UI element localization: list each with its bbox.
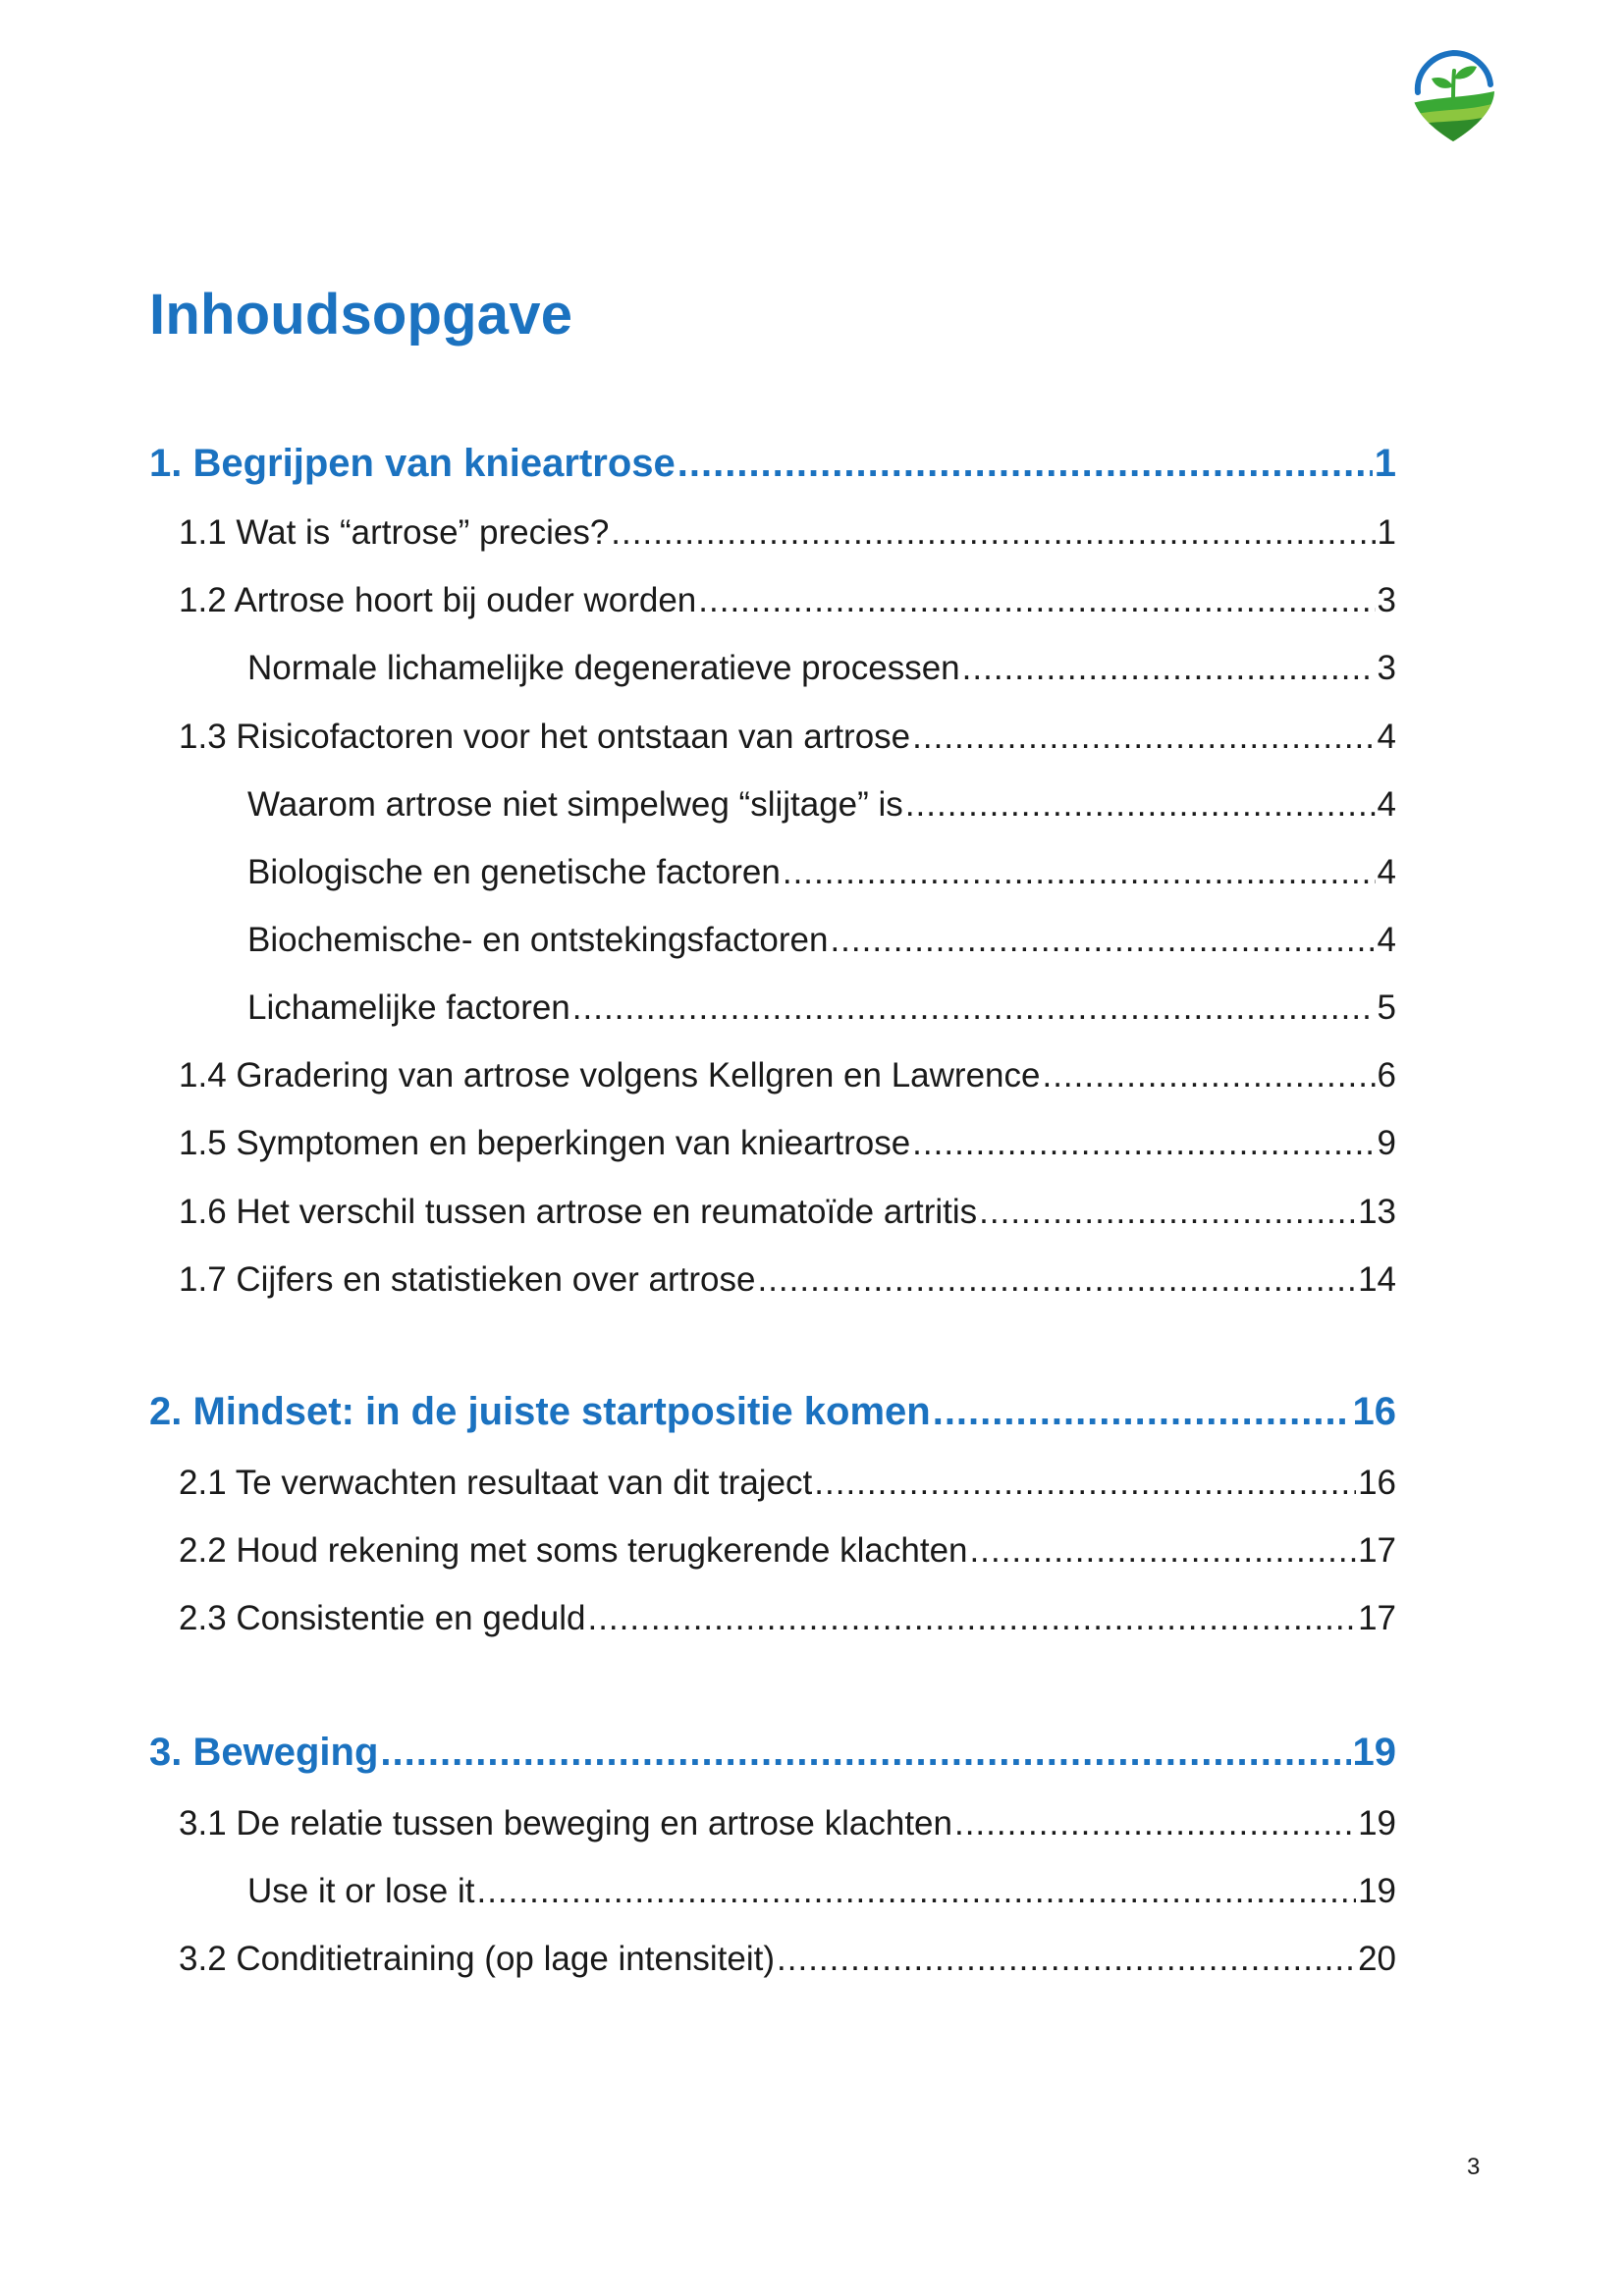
toc-entry-label: 3.1 De relatie tussen beweging en artrose klachten [179, 1804, 952, 1842]
toc-entry-page: 17 [1358, 1599, 1396, 1637]
toc-entry-page: 3 [1377, 649, 1396, 687]
toc-entry-label: Use it or lose it [247, 1872, 475, 1910]
toc-leader-dots [962, 645, 1376, 692]
page-number: 3 [1467, 2154, 1481, 2180]
toc-entry-1-5[interactable] [179, 1120, 1396, 1167]
toc-entry-page: 5 [1377, 988, 1396, 1027]
toc-entry-label: 1.6 Het verschil tussen artrose en reumatoïde artritis [179, 1193, 978, 1231]
toc-entry-1-7[interactable] [179, 1256, 1396, 1304]
toc-leader-dots [587, 1595, 1356, 1642]
toc-entry-page: 4 [1377, 853, 1396, 891]
toc-entry-label: 2. Mindset: in de juiste startpositie komen [149, 1390, 931, 1433]
toc-leader-dots [777, 1936, 1356, 1983]
toc-entry-page: 4 [1377, 921, 1396, 959]
toc-entry-1-4[interactable] [179, 1052, 1396, 1099]
toc-entry-label: 1.2 Artrose hoort bij ouder worden [179, 581, 697, 619]
toc-entry-page: 1 [1374, 442, 1396, 485]
toc-entry-page: 16 [1352, 1390, 1396, 1433]
toc-entry-label: 2.3 Consistentie en geduld [179, 1599, 586, 1637]
toc-entry-label: 1. Begrijpen van knieartrose [149, 442, 676, 485]
toc-leader-dots [814, 1460, 1356, 1507]
toc-entry-2-2[interactable] [179, 1527, 1396, 1575]
toc-entry-1-2-sub-1[interactable] [247, 645, 1396, 692]
toc-entry-label: 1.7 Cijfers en statistieken over artrose [179, 1260, 756, 1299]
toc-entry-label: 1.1 Wat is “artrose” precies? [179, 513, 610, 552]
toc-entry-label: Biochemische- en ontstekingsfactoren [247, 921, 829, 959]
toc-leader-dots [912, 1120, 1375, 1167]
toc-leader-dots [757, 1256, 1356, 1304]
toc-entry-page: 20 [1358, 1940, 1396, 1978]
toc-entry-1-6[interactable] [179, 1189, 1396, 1236]
toc-leader-dots [476, 1868, 1356, 1915]
toc-entry-page: 4 [1377, 718, 1396, 756]
toc-leader-dots [783, 849, 1376, 896]
toc-entry-label: Lichamelijke factoren [247, 988, 570, 1027]
toc-leader-dots [611, 509, 1375, 557]
toc-entry-label: Biologische en genetische factoren [247, 853, 781, 891]
toc-entry-label: 1.5 Symptomen en beperkingen van knieartrose [179, 1124, 911, 1162]
toc-leader-dots [677, 440, 1373, 487]
toc-entry-page: 3 [1377, 581, 1396, 619]
toc-entry-page: 9 [1377, 1124, 1396, 1162]
toc-entry-1-3-sub-1[interactable] [247, 781, 1396, 828]
toc-entry-page: 16 [1358, 1464, 1396, 1502]
toc-entry-page: 19 [1352, 1731, 1396, 1774]
toc-entry-label: 1.4 Gradering van artrose volgens Kellgren en Lawrence [179, 1056, 1041, 1095]
toc-leader-dots [572, 985, 1376, 1032]
toc-entry-1-2[interactable] [179, 577, 1396, 624]
toc-entry-chapter-2[interactable] [149, 1388, 1396, 1435]
toc-leader-dots [954, 1800, 1356, 1847]
toc-leader-dots [698, 577, 1375, 624]
toc-leader-dots [979, 1189, 1356, 1236]
toc-entry-1-3-sub-2[interactable] [247, 849, 1396, 896]
toc-entry-1-3-sub-4[interactable] [247, 985, 1396, 1032]
toc-leader-dots [830, 917, 1375, 964]
toc-entry-3-1-sub-1[interactable] [247, 1868, 1396, 1915]
toc-leader-dots [1042, 1052, 1375, 1099]
toc-entry-label: Normale lichamelijke degeneratieve processen [247, 649, 960, 687]
toc-entry-page: 14 [1358, 1260, 1396, 1299]
toc-entry-page: 6 [1377, 1056, 1396, 1095]
toc-entry-label: Waarom artrose niet simpelweg “slijtage” is [247, 785, 903, 824]
toc-entry-chapter-1[interactable] [149, 440, 1396, 487]
toc-leader-dots [912, 714, 1375, 761]
toc-entry-1-1[interactable] [179, 509, 1396, 557]
toc-leader-dots [380, 1729, 1350, 1776]
toc-entry-1-3-sub-3[interactable] [247, 917, 1396, 964]
toc-entry-page: 17 [1358, 1531, 1396, 1570]
toc-entry-page: 19 [1358, 1804, 1396, 1842]
toc-entry-page: 4 [1377, 785, 1396, 824]
toc-entry-label: 2.1 Te verwachten resultaat van dit traject [179, 1464, 813, 1502]
toc-entry-page: 1 [1377, 513, 1396, 552]
toc-entry-label: 3.2 Conditietraining (op lage intensiteit) [179, 1940, 776, 1978]
toc-entry-2-3[interactable] [179, 1595, 1396, 1642]
toc-entry-2-1[interactable] [179, 1460, 1396, 1507]
toc-entry-label: 2.2 Houd rekening met soms terugkerende klachten [179, 1531, 968, 1570]
toc-entry-page: 13 [1358, 1193, 1396, 1231]
toc-leader-dots [970, 1527, 1357, 1575]
toc-entry-3-2[interactable] [179, 1936, 1396, 1983]
page-title: Inhoudsopgave [149, 283, 573, 347]
toc-entry-3-1[interactable] [179, 1800, 1396, 1847]
toc-entry-1-3[interactable] [179, 714, 1396, 761]
toc-entry-label: 1.3 Risicofactoren voor het ontstaan van artrose [179, 718, 911, 756]
toc-leader-dots [905, 781, 1376, 828]
toc-entry-label: 3. Beweging [149, 1731, 379, 1774]
toc-entry-page: 19 [1358, 1872, 1396, 1910]
toc-entry-chapter-3[interactable] [149, 1729, 1396, 1776]
toc-leader-dots [933, 1388, 1351, 1435]
